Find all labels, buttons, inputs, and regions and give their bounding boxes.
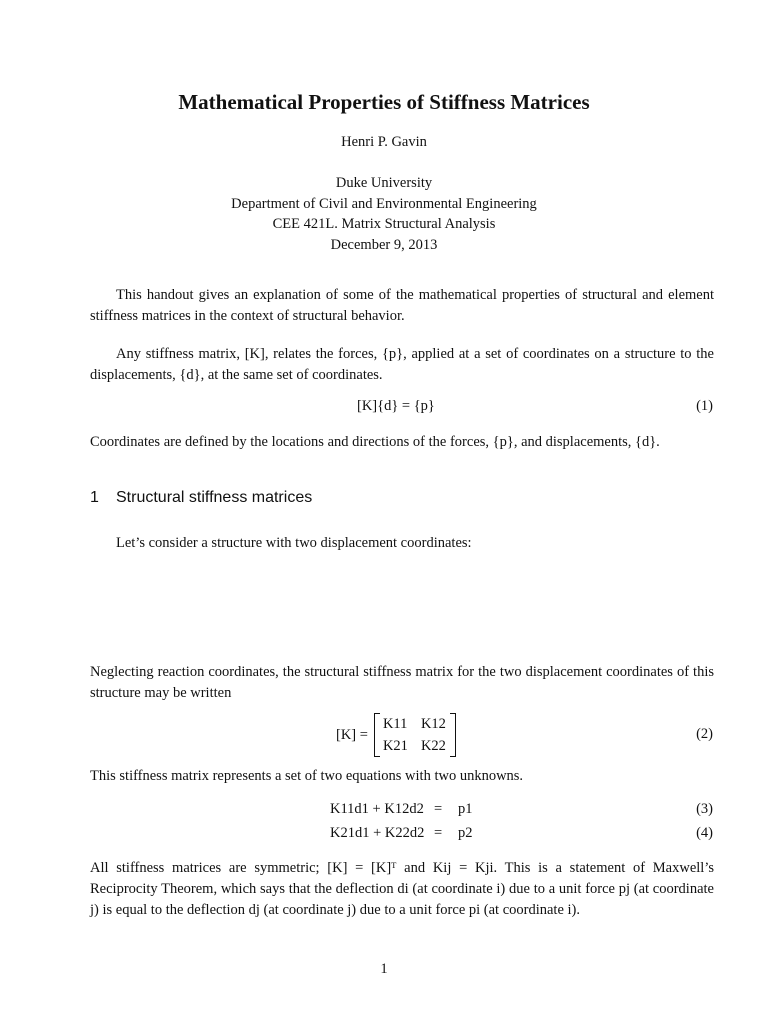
equation-2-number: (2) xyxy=(696,726,713,742)
equation-3-number: (3) xyxy=(696,801,713,817)
represents-paragraph: This stiffness matrix represents a set of two equations with two unknowns. xyxy=(90,768,524,784)
matrix-row-1 xyxy=(383,713,447,735)
matrix-row-2 xyxy=(383,735,447,757)
matrix-k21: K21 xyxy=(382,738,408,754)
coordinates-paragraph: Coordinates are defined by the locations and directions of the forces, {p}, and displacements, {d}. xyxy=(90,434,660,450)
equation-4-op: = xyxy=(434,825,443,841)
author-name: Henri P. Gavin xyxy=(341,134,427,150)
section-number: 1 xyxy=(90,489,99,506)
equation-4-rhs: p2 xyxy=(458,825,473,841)
consider-paragraph: Let’s consider a structure with two displacement coordinates: xyxy=(116,535,472,551)
paper-title: Mathematical Properties of Stiffness Matrices xyxy=(178,90,590,114)
section-title: Structural stiffness matrices xyxy=(116,489,313,506)
equation-3 xyxy=(330,801,473,818)
equation-1-number: (1) xyxy=(696,398,713,414)
section-heading xyxy=(90,489,312,507)
equation-2 xyxy=(336,713,456,757)
stiffness-matrix xyxy=(374,713,456,757)
matrix-k22: K22 xyxy=(420,738,446,754)
affiliation-block xyxy=(0,173,768,255)
equation-3-op: = xyxy=(434,801,443,817)
equation-4 xyxy=(330,825,473,842)
university: Duke University xyxy=(335,175,433,191)
department: Department of Civil and Environmental Engineering xyxy=(231,195,537,212)
matrix-k11: K11 xyxy=(382,716,408,732)
date: December 9, 2013 xyxy=(330,236,438,253)
course: CEE 421L. Matrix Structural Analysis xyxy=(272,216,496,232)
symmetric-paragraph: All stiffness matrices are symmetric; [K] = [K]ᵀ and Kij = Kji. This is a statement of Maxwell’s Reciprocity Theorem, which says that the deflection di (at coordinate i) due to a unit force pj (at coordinate j) is equal to the deflection dj (at coordinate j) due to a unit force pi (at coordinate i). xyxy=(90,860,714,918)
neglecting-paragraph: Neglecting reaction coordinates, the structural stiffness matrix for the two displacement coordinates of this structure may be written xyxy=(90,664,714,701)
equation-1: [K]{d} = {p} xyxy=(357,398,435,414)
equation-2-lhs: [K] = xyxy=(336,726,368,743)
equation-4-number: (4) xyxy=(696,825,713,841)
equation-4-lhs: K21d1 + K22d2 xyxy=(330,825,425,841)
intro-paragraph: This handout gives an explanation of some of the mathematical properties of structural and element stiffness matrices in the context of structural behavior. xyxy=(90,287,714,324)
any-stiffness-paragraph: Any stiffness matrix, [K], relates the forces, {p}, applied at a set of coordinates on a structure to the displacements, {d}, at the same set of coordinates. xyxy=(90,346,714,383)
equation-3-lhs: K11d1 + K12d2 xyxy=(330,801,424,817)
page-number: 1 xyxy=(380,961,388,977)
equation-3-rhs: p1 xyxy=(458,801,473,817)
matrix-k12: K12 xyxy=(420,716,446,732)
